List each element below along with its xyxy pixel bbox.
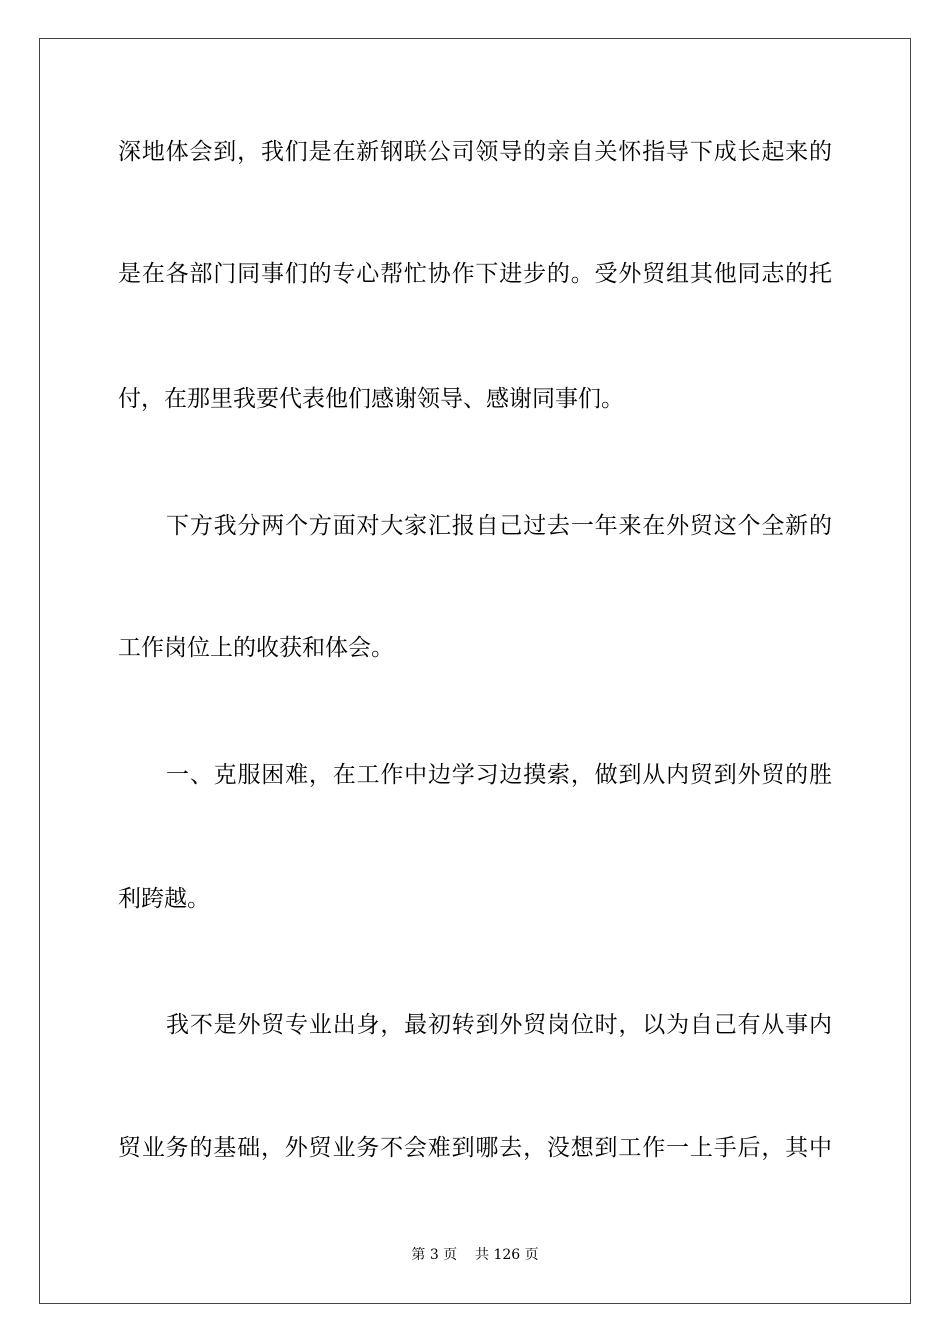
body-line-9: 贸业务的基础，外贸业务不会难到哪去，没想到工作一上手后，其中: [118, 1135, 832, 1161]
body-line-7: 利跨越。: [118, 886, 210, 912]
page-total: 共 126 页: [475, 1247, 539, 1263]
body-line-2: 是在各部门同事们的专心帮忙协作下进步的。受外贸组其他同志的托: [118, 261, 832, 287]
body-line-8: 我不是外贸专业出身，最初转到外贸岗位时，以为自己有从事内: [166, 1012, 832, 1038]
body-line-3: 付，在那里我要代表他们感谢领导、感谢同事们。: [118, 386, 624, 412]
page-footer: [0, 1246, 950, 1264]
body-line-5: 工作岗位上的收获和体会。: [118, 635, 394, 661]
body-line-4: 下方我分两个方面对大家汇报自己过去一年来在外贸这个全新的: [166, 513, 832, 539]
body-line-1: 深地体会到，我们是在新钢联公司领导的亲自关怀指导下成长起来的: [118, 139, 832, 165]
page-number: 第 3 页: [411, 1247, 458, 1263]
body-line-6: 一、克服困难，在工作中边学习边摸索，做到从内贸到外贸的胜: [166, 762, 832, 788]
page-border: [39, 38, 911, 1304]
